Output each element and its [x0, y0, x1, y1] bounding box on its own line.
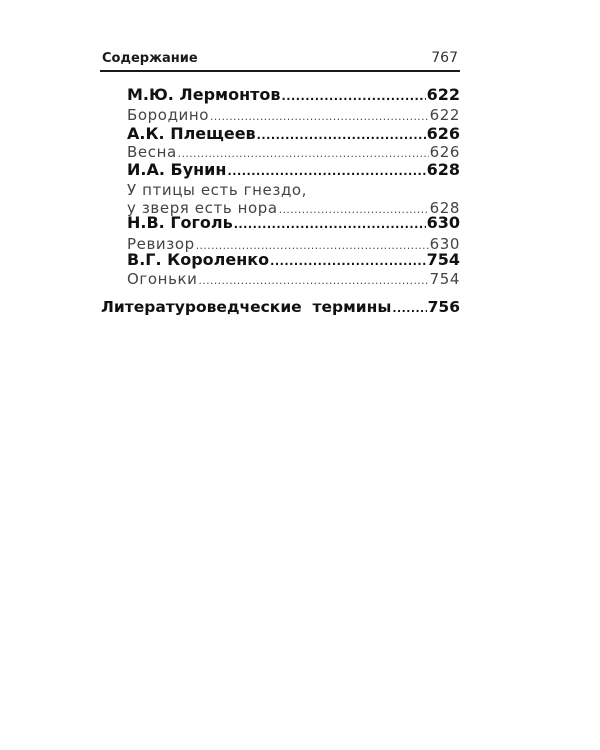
- dot-leader: [392, 302, 426, 315]
- dot-leader: [282, 90, 426, 103]
- toc-entry-page: 626: [429, 143, 460, 161]
- dot-leader: [234, 218, 426, 231]
- toc-entry-label-line2: у зверя есть нора: [127, 199, 278, 217]
- toc-entry-label: Весна: [127, 143, 177, 161]
- toc-entry-page: 754: [429, 270, 460, 288]
- running-title: Содержание: [102, 51, 198, 66]
- toc-entry-page: 630: [429, 235, 460, 253]
- toc-entry-page: 756: [427, 298, 460, 316]
- toc-entry-work[interactable]: [127, 270, 460, 288]
- toc-entry-page: 622: [426, 85, 460, 104]
- toc-entry-author[interactable]: [127, 213, 460, 232]
- toc-entry-page: 630: [426, 213, 460, 232]
- toc-entry-page: 622: [429, 106, 460, 124]
- toc-entry-page: 626: [426, 124, 460, 143]
- toc-entry-label: М.Ю. Лермонтов: [127, 85, 281, 104]
- toc-entry-label: Бородино: [127, 106, 210, 124]
- toc-entry-page: 628: [429, 199, 460, 217]
- dot-leader: [227, 165, 425, 178]
- dot-leader: [210, 111, 428, 123]
- toc-entry-label: И.А. Бунин: [127, 160, 227, 179]
- dot-leader: [199, 275, 429, 287]
- toc-entry-label-line1: У птицы есть гнездо,: [127, 181, 308, 199]
- toc-entry-work[interactable]: [127, 106, 460, 124]
- toc-entry-label: В.Г. Короленко: [127, 250, 270, 269]
- toc-entry-page: 628: [426, 160, 460, 179]
- toc-entry-page: 754: [426, 250, 460, 269]
- dot-leader: [270, 255, 425, 268]
- toc-entry-label: А.К. Плещеев: [127, 124, 256, 143]
- toc-entry-label: Огоньки: [127, 270, 198, 288]
- toc-entry-section[interactable]: [101, 298, 460, 316]
- toc-entry-label: Ревизор: [127, 235, 195, 253]
- dot-leader: [178, 148, 429, 160]
- toc-entry-author[interactable]: [127, 250, 460, 269]
- toc-entry-work[interactable]: [127, 143, 460, 161]
- dot-leader: [257, 129, 426, 142]
- toc-entry-label: Литературоведческие термины: [101, 298, 392, 316]
- toc-entry-author[interactable]: [127, 124, 460, 143]
- page-number: 767: [431, 50, 458, 66]
- toc-entry-author[interactable]: [127, 160, 460, 179]
- toc-entry-author[interactable]: [127, 85, 460, 104]
- toc-entry-label: Н.В. Гоголь: [127, 213, 233, 232]
